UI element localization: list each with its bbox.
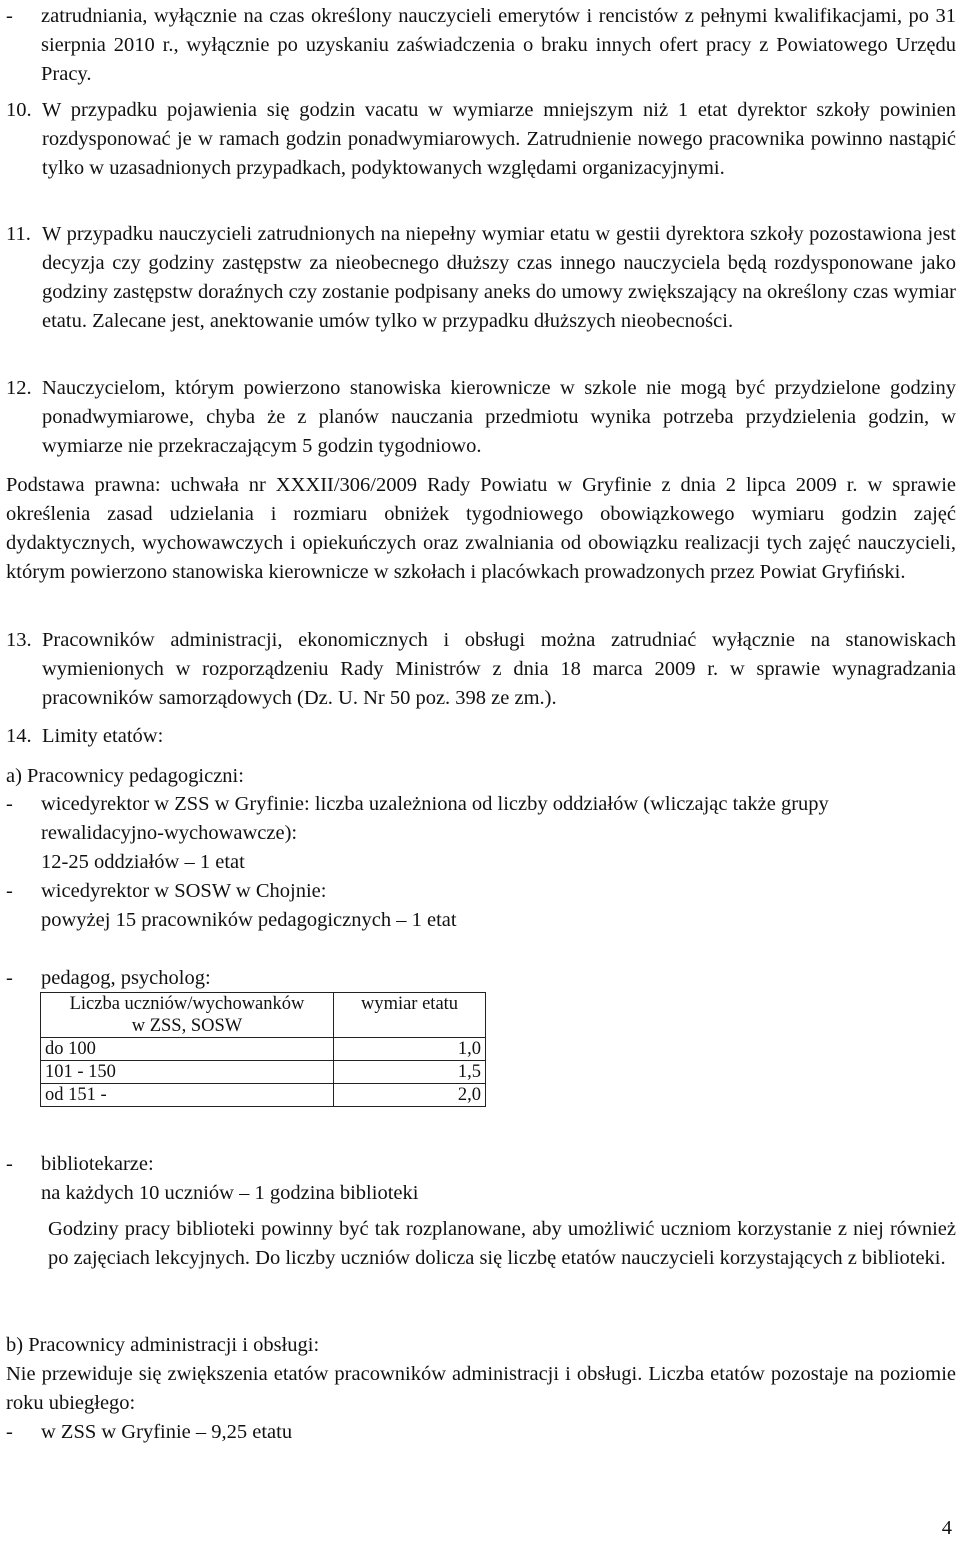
item-detail: 12-25 oddziałów – 1 etat bbox=[41, 851, 245, 873]
paragraph-text: Pracowników administracji, ekonomicznych i obsługi można zatrudniać wyłącznie na stanowiskach wymienionych w rozporządzeniu Rady Ministrów z dnia 18 marca 2009 r. w sprawie wynagradzania pracowników samorządowych (Dz. U. Nr 50 poz. 398 ze zm.). bbox=[42, 629, 956, 709]
paragraph-text: Limity etatów: bbox=[42, 725, 164, 747]
item-detail: na każdych 10 uczniów – 1 godzina biblioteki bbox=[41, 1182, 419, 1204]
paragraph-number: 12. bbox=[6, 377, 32, 399]
paragraph-14 bbox=[6, 722, 956, 751]
section-b-text: Nie przewiduje się zwiększenia etatów pracowników administracji i obsługi. Liczba etatów pozostaje na poziomie roku ubiegłego: bbox=[6, 1363, 956, 1414]
item-zss-gryfino bbox=[6, 1418, 956, 1447]
paragraph-10 bbox=[6, 96, 956, 183]
item-wicedyrektor-sosw bbox=[6, 877, 956, 935]
item-bibliotekarze bbox=[6, 1150, 956, 1208]
table-row bbox=[41, 1061, 486, 1084]
item-text: wicedyrektor w SOSW w Chojnie: bbox=[41, 880, 327, 902]
table-header-cell: Liczba uczniów/wychowanków w ZSS, SOSW bbox=[41, 993, 334, 1038]
bullet-dash: - bbox=[6, 880, 13, 902]
library-note: Godziny pracy biblioteki powinny być tak rozplanowane, aby umożliwić uczniom korzystanie z niej również po zajęciach lekcyjnych. Do liczby uczniów dolicza się liczbę etatów nauczycieli korzystających z biblioteki. bbox=[48, 1218, 956, 1269]
table-cell: 1,5 bbox=[334, 1061, 486, 1084]
paragraph-number: 11. bbox=[6, 223, 31, 245]
paragraph-11 bbox=[6, 220, 956, 336]
staffing-table bbox=[40, 992, 486, 1107]
legal-basis: Podstawa prawna: uchwała nr XXXII/306/2009 Rady Powiatu w Gryfinie z dnia 2 lipca 2009 r. w sprawie określenia zasad udzielania i rozmiaru obniżek tygodniowego obowiązkowego wymiaru godzin zajęć dydaktycznych, wychowawczych i opiekuńczych oraz zwalniania od obowiązku realizacji tych zajęć nauczycieli, którym powierzono stanowiska kierownicze w szkołach i placówkach prowadzonych przez Powiat Gryfiński. bbox=[6, 474, 956, 583]
item-detail: powyżej 15 pracowników pedagogicznych – 1 etat bbox=[41, 909, 457, 931]
item-text: wicedyrektor w ZSS w Gryfinie: liczba uzależniona od liczby oddziałów (wliczając także grupy rewalidacyjno-wychowawcze): bbox=[41, 793, 829, 844]
item-text: zatrudniania, wyłącznie na czas określony nauczycieli emerytów i rencistów z pełnymi kwalifikacjami, po 31 sierpnia 2010 r., wyłącznie po uzyskaniu zaświadczenia o braku innych ofert pracy z Powiatowego Urzędu Pracy. bbox=[41, 5, 956, 85]
bullet-dash: - bbox=[6, 1421, 13, 1443]
page-number: 4 bbox=[941, 1517, 952, 1539]
bullet-dash: - bbox=[6, 967, 13, 989]
table-cell: 101 - 150 bbox=[41, 1061, 334, 1084]
item-text: bibliotekarze: bbox=[41, 1153, 154, 1175]
item-text: pedagog, psycholog: bbox=[41, 967, 211, 989]
table-cell: do 100 bbox=[41, 1038, 334, 1061]
bullet-dash: - bbox=[6, 793, 13, 815]
item-text: w ZSS w Gryfinie – 9,25 etatu bbox=[41, 1421, 293, 1443]
paragraph-text: W przypadku nauczycieli zatrudnionych na niepełny wymiar etatu w gestii dyrektora szkoły pozostawiona jest decyzja czy godziny zastępstw za nieobecnego dłuższy czas innego nauczyciela będą rozdysponowane jako godziny zastępstw doraźnych czy zostanie podpisany aneks do umowy zwiększający na określony czas wymiar etatu. Zalecane jest, anektowanie umów tylko w przypadku dłuższych nieobecności. bbox=[42, 223, 956, 332]
item-wicedyrektor-zss bbox=[6, 790, 956, 877]
item-emeryci bbox=[6, 2, 956, 89]
paragraph-13 bbox=[6, 626, 956, 713]
section-a-heading: a) Pracownicy pedagogiczni: bbox=[6, 765, 244, 787]
table-header-cell: wymiar etatu bbox=[334, 993, 486, 1038]
table-cell: 2,0 bbox=[334, 1084, 486, 1107]
table-cell: 1,0 bbox=[334, 1038, 486, 1061]
item-pedagog bbox=[6, 964, 956, 993]
paragraph-number: 14. bbox=[6, 725, 32, 747]
table-header-row bbox=[41, 993, 486, 1038]
paragraph-text: W przypadku pojawienia się godzin vacatu w wymiarze mniejszym niż 1 etat dyrektor szkoły powinien rozdysponować je w ramach godzin ponadwymiarowych. Zatrudnienie nowego pracownika powinno nastąpić tylko w uzasadnionych przypadkach, podyktowanych względami organizacyjnymi. bbox=[42, 99, 956, 179]
paragraph-number: 13. bbox=[6, 629, 32, 651]
section-b-heading: b) Pracownicy administracji i obsługi: bbox=[6, 1334, 320, 1356]
paragraph-12 bbox=[6, 374, 956, 461]
paragraph-text: Nauczycielom, którym powierzono stanowiska kierownicze w szkole nie mogą być przydzielone godziny ponadwymiarowe, chyba że z planów nauczania przedmiotu wynika potrzeba przydzielenia godzin, w wymiarze nie przekraczającym 5 godzin tygodniowo. bbox=[42, 377, 956, 457]
table-cell: od 151 - bbox=[41, 1084, 334, 1107]
table-row bbox=[41, 1084, 486, 1107]
bullet-dash: - bbox=[6, 5, 13, 27]
paragraph-number: 10. bbox=[6, 99, 32, 121]
table-row bbox=[41, 1038, 486, 1061]
bullet-dash: - bbox=[6, 1153, 13, 1175]
